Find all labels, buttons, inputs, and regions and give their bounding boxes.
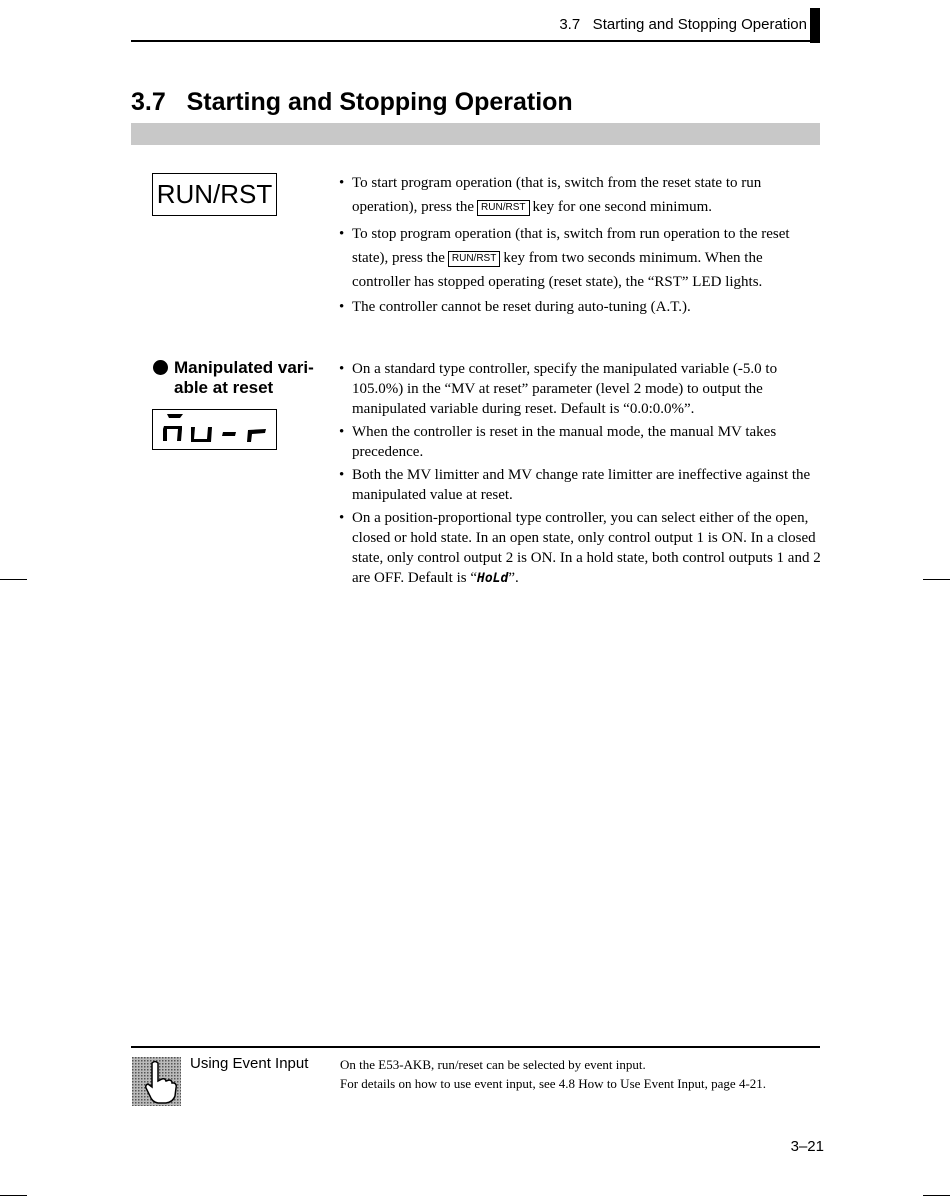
running-header: 3.7 Starting and Stopping Operation [559,16,807,33]
list-item: • On a standard type controller, specify the manipulated variable (-5.0 to 105.0%) in the “MV at reset” parameter (level 2 mode) to output the manipulated variable during reset. Default is “0.0:0.0%”. [339,361,778,417]
pointing-hand-icon [132,1057,181,1106]
run-rst-key-inline: RUN/RST [448,251,500,267]
run-rst-bullet-list [339,171,824,320]
mv-bullet-list [339,359,824,592]
footer-note-text: On the E53-AKB, run/reset can be selected by event input. For details on how to use event input, see 4.8 How to Use Event Input, page 4-21. [340,1057,767,1091]
crop-mark [0,579,27,580]
run-rst-key-inline: RUN/RST [477,200,529,216]
footer-rule [131,1046,820,1048]
list-item: • The controller cannot be reset during auto-tuning (A.T.). [339,299,691,315]
list-item: • Both the MV limitter and MV change rate limitter are ineffective against the manipulated value at reset. [339,467,811,503]
seven-segment-display [152,409,277,450]
header-marker-block [810,8,820,43]
hold-display-code: HoLd [477,571,509,586]
list-item: • To stop program operation (that is, switch from run operation to the reset state), press the RUN/RST key from two seconds minimum. When the controller has stopped operating (reset state), the “RST” LED lights. [339,226,790,290]
page-title: 3.7 Starting and Stopping Operation [131,88,573,116]
title-underbar [131,123,820,145]
page-number: 3–21 [790,1138,824,1155]
list-item: • To start program operation (that is, switch from the reset state to run operation), press the RUN/RST key for one second minimum. [339,175,762,215]
header-rule [131,40,811,42]
heading-bullet-icon [153,360,168,375]
run-rst-key-illustration: RUN/RST [152,173,277,216]
footer-note-label: Using Event Input [190,1055,309,1072]
mv-r-segment-icon [153,410,275,448]
crop-mark [923,579,950,580]
list-item: • On a position-proportional type controller, you can select either of the open, closed or hold state. In an open state, only control output 1 is ON. In a closed state, only control output 2 is ON. In a hold state, both control outputs 1 and 2 are OFF. Default is “HoLd”. [339,510,821,586]
list-item: • When the controller is reset in the manual mode, the manual MV takes precedence. [339,424,777,460]
